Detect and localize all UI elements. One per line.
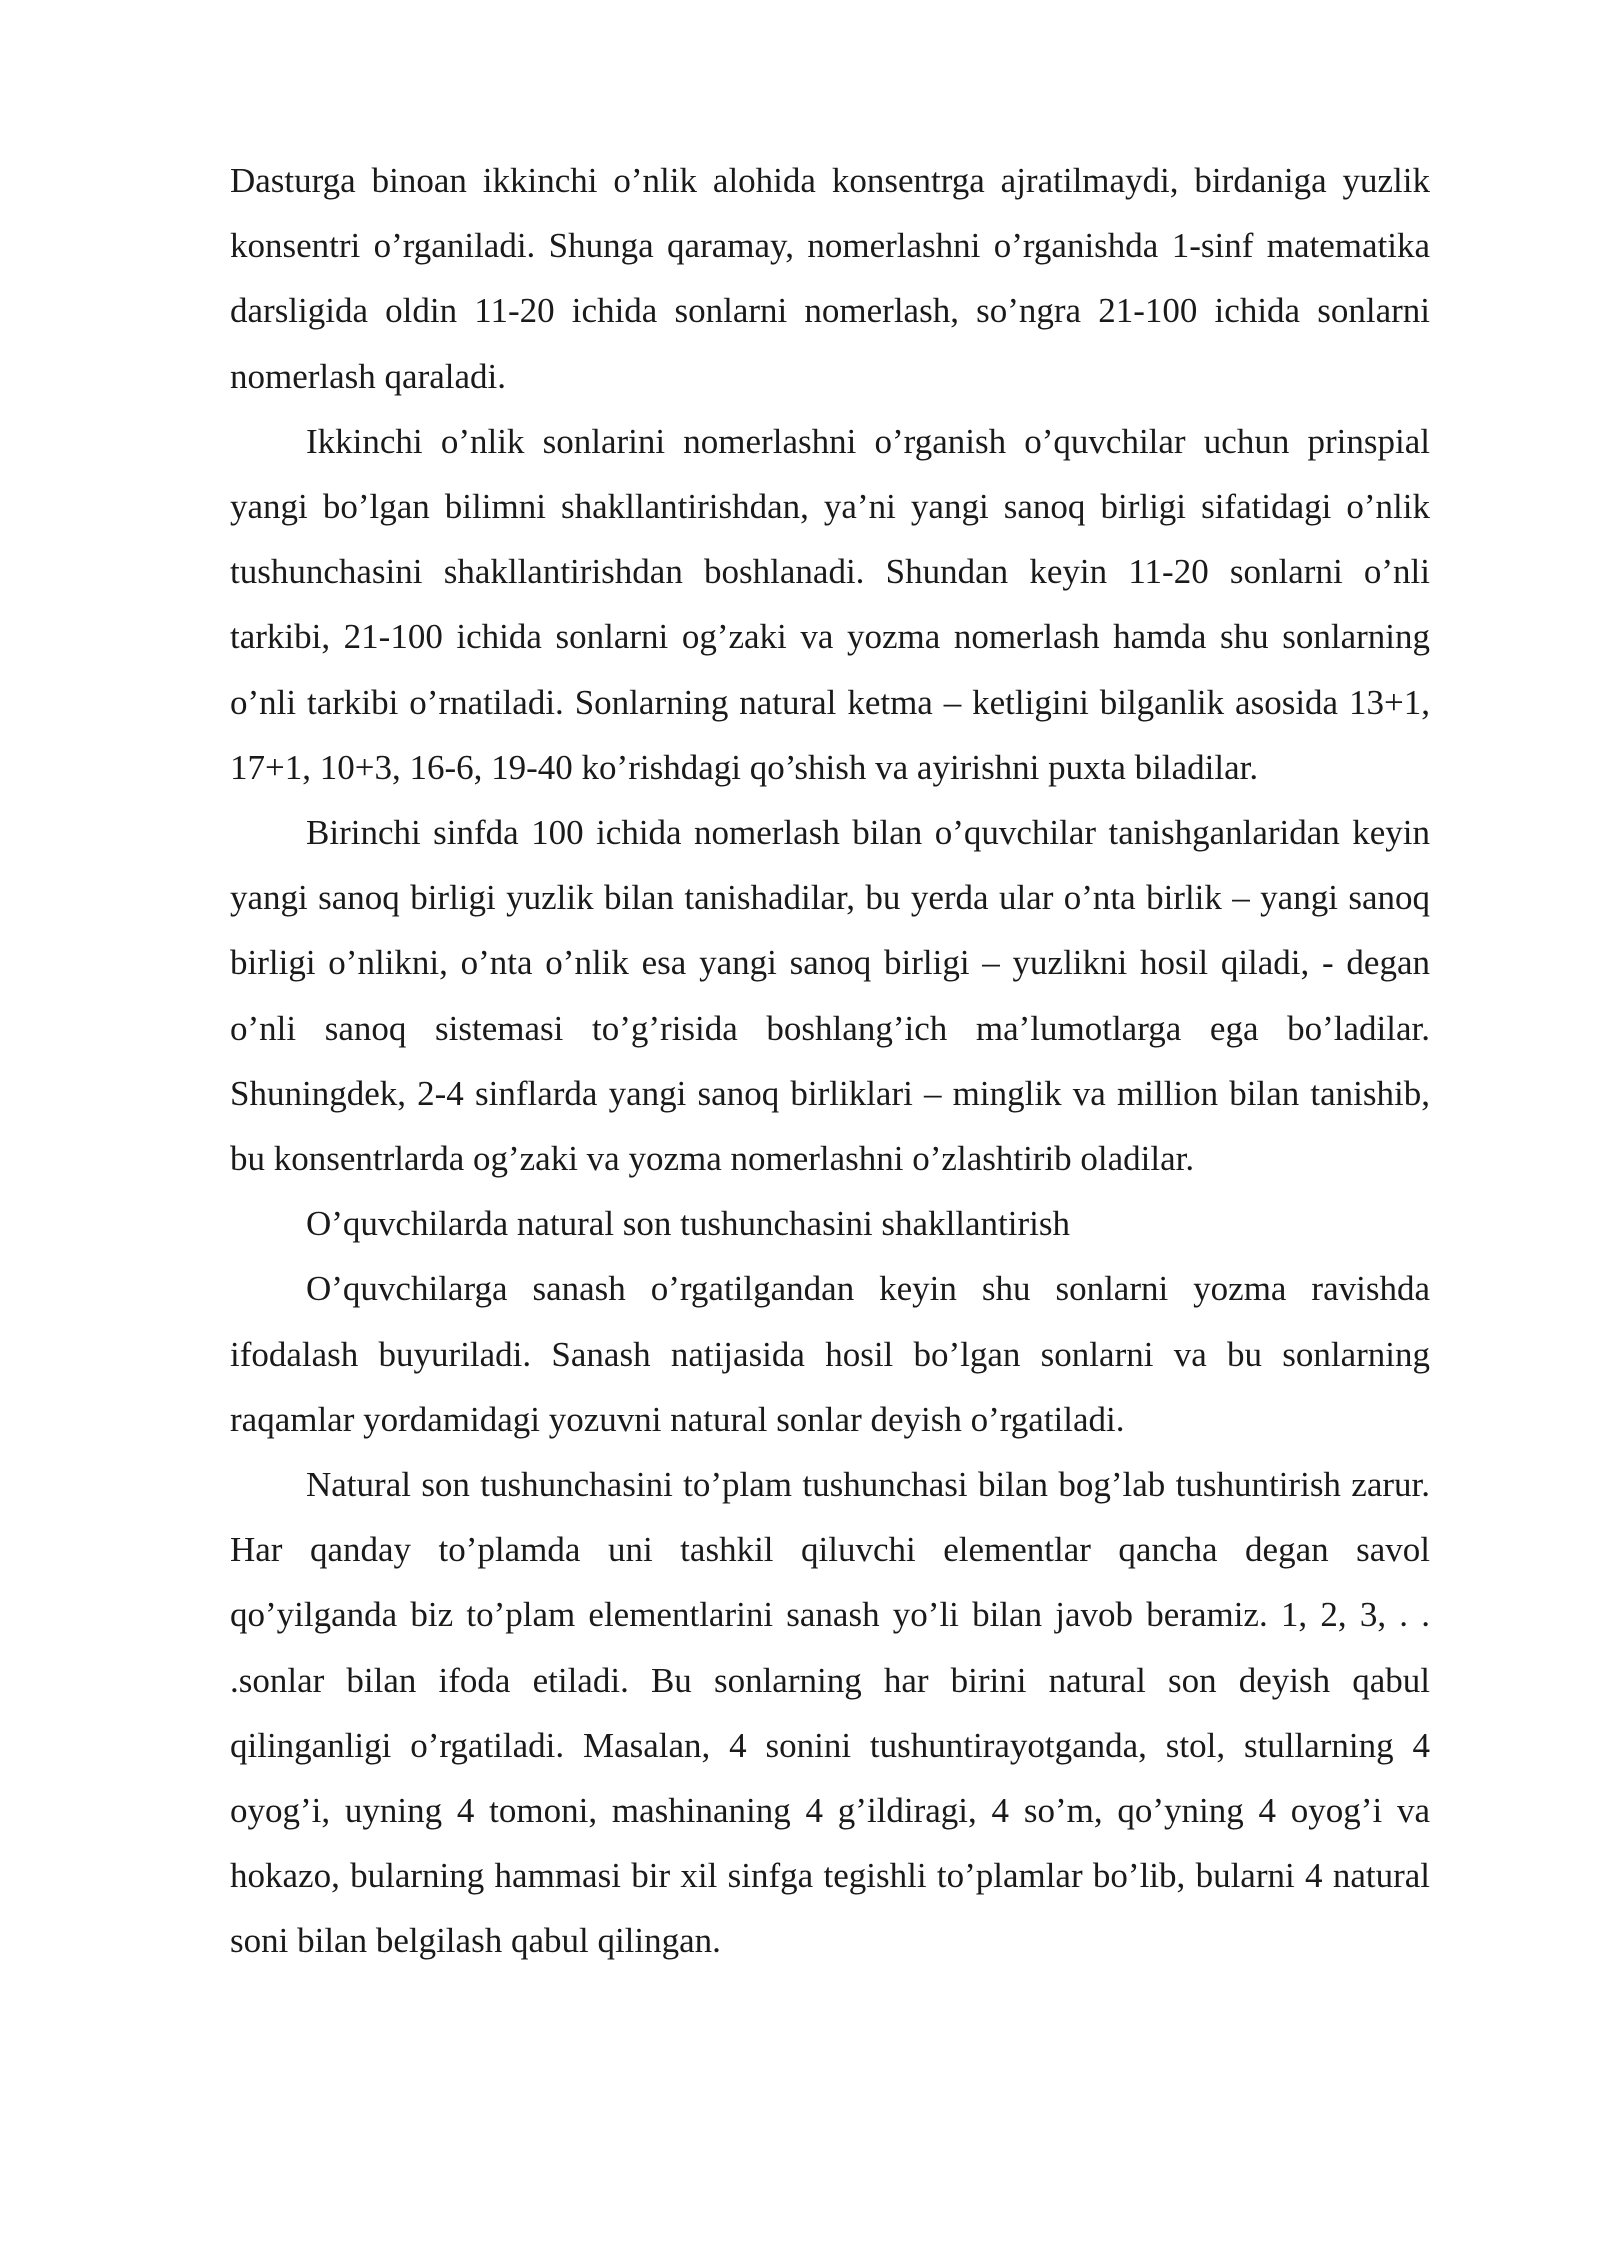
paragraph-2: Ikkinchi o’nlik sonlarini nomerlashni o’rganish o’quvchilar uchun prinspial yangi bo’lgan bilimni shakllantirishdan, ya’ni yangi sanoq birligi sifatidagi o’nlik tushunchasini shakllantirishdan boshlanadi. Shundan keyin 11-20 sonlarni o’nli tarkibi, 21-100 ichida sonlarni og’zaki va yozma nomerlash hamda shu sonlarning o’nli tarkibi o’rnatiladi. Sonlarning natural ketma – ketligini bilganlik asosida 13+1, 17+1, 10+3, 16-6, 19-40 ko’rishdagi qo’shish va ayirishni puxta biladilar. xyxy=(230,421,1430,787)
paragraph-4: O’quvchilarga sanash o’rgatilgandan keyin shu sonlarni yozma ravishda ifodalash buyuriladi. Sanash natijasida hosil bo’lgan sonlarni va bu sonlarning raqamlar yordamidagi yozuvni natural sonlar deyish o’rgatiladi. xyxy=(230,1269,1430,1439)
paragraph-5: Natural son tushunchasini to’plam tushunchasi bilan bog’lab tushuntirish zarur. Har qanday to’plamda uni tashkil qiluvchi elementlar qancha degan savol qo’yilganda biz to’plam elementlarini sanash yo’li bilan javob beramiz. 1, 2, 3, . . .sonlar bilan ifoda etiladi. Bu sonlarning har birini natural son deyish qabul qilinganligi o’rgatiladi. Masalan, 4 sonini tushuntirayotganda, stol, stullarning 4 oyog’i, uyning 4 tomoni, mashinaning 4 g’ildiragi, 4 so’m, qo’yning 4 oyog’i va hokazo, bularning hammasi bir xil sinfga tegishli to’plamlar bo’lib, bularni 4 natural soni bilan belgilash qabul qilingan. xyxy=(230,1465,1430,1961)
paragraph-1: Dasturga binoan ikkinchi o’nlik alohida konsentrga ajratilmaydi, birdaniga yuzlik konsentri o’rganiladi. Shunga qaramay, nomerlashni o’rganishda 1-sinf matematika darsligida oldin 11-20 ichida sonlarni nomerlash, so’ngra 21-100 ichida sonlarni nomerlash qaraladi. xyxy=(230,161,1430,396)
document-page xyxy=(230,148,1430,1974)
paragraph-3: Birinchi sinfda 100 ichida nomerlash bilan o’quvchilar tanishganlaridan keyin yangi sanoq birligi yuzlik bilan tanishadilar, bu yerda ular o’nta birlik – yangi sanoq birligi o’nlikni, o’nta o’nlik esa yangi sanoq birligi – yuzlikni hosil qiladi, - degan o’nli sanoq sistemasi to’g’risida boshlang’ich ma’lumotlarga ega bo’ladilar. Shuningdek, 2-4 sinflarda yangi sanoq birliklari – minglik va million bilan tanishib, bu konsentrlarda og’zaki va yozma nomerlashni o’zlashtirib oladilar. xyxy=(230,813,1430,1179)
section-heading: O’quvchilarda natural son tushunchasini shakllantirish xyxy=(306,1204,1071,1244)
